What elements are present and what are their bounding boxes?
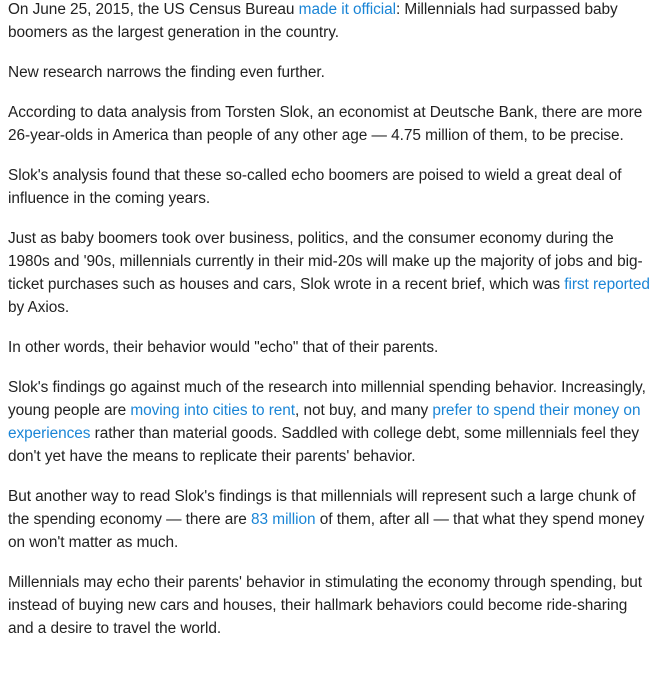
link-first-reported[interactable]: first reported	[564, 276, 650, 293]
paragraph-new-research: New research narrows the finding even further.	[8, 64, 325, 81]
link-made-it-official[interactable]: made it official	[298, 1, 396, 18]
paragraph-text: But another way to read Slok's findings is that millennials will represent such a large chunk of the spending economy — there are	[8, 488, 636, 528]
paragraph-echo-boomers: Slok's analysis found that these so-called echo boomers are poised to wield a great deal of influence in the coming years.	[8, 167, 622, 207]
paragraph-spending-behavior	[8, 376, 653, 468]
link-83-million[interactable]: 83 million	[251, 511, 316, 528]
paragraph-baby-boomers	[8, 227, 653, 319]
paragraph-text: Just as baby boomers took over business, politics, and the consumer economy during the 1980s and '90s, millennials currently in their mid-20s will make up the majority of jobs and big-ticket purchases such as houses and cars, Slok wrote in a recent brief, which was	[8, 230, 643, 293]
paragraph-text: Slok's findings go against much of the research into millennial spending behavior. Increasingly, young people are	[8, 379, 646, 419]
paragraph-text: of them, after all — that what they spend money on won't matter as much.	[8, 511, 645, 551]
link-prefer-experiences[interactable]: prefer to spend their money on experiences	[8, 402, 641, 442]
paragraph-ride-sharing: Millennials may echo their parents' behavior in stimulating the economy through spending, but instead of buying new cars and houses, their hallmark behaviors could become ride-sharing and a desire to travel the world.	[8, 574, 642, 637]
paragraph-text: , not buy, and many	[295, 402, 433, 419]
link-moving-into-cities[interactable]: moving into cities to rent	[130, 402, 296, 419]
paragraph-text: On June 25, 2015, the US Census Bureau	[8, 1, 299, 18]
paragraph-census	[8, 0, 653, 44]
paragraph-text: rather than material goods. Saddled with college debt, some millennials feel they don't yet have the means to replicate their parents' behavior.	[8, 425, 640, 465]
paragraph-spending-economy	[8, 485, 653, 554]
paragraph-echo-parents: In other words, their behavior would "echo" that of their parents.	[8, 339, 439, 356]
paragraph-data-analysis: According to data analysis from Torsten Slok, an economist at Deutsche Bank, there are more 26-year-olds in America than people of any other age — 4.75 million of them, to be precise.	[8, 104, 643, 144]
paragraph-text: by Axios.	[8, 299, 70, 316]
paragraph-text: : Millennials had surpassed baby boomers as the largest generation in the country.	[8, 1, 618, 41]
